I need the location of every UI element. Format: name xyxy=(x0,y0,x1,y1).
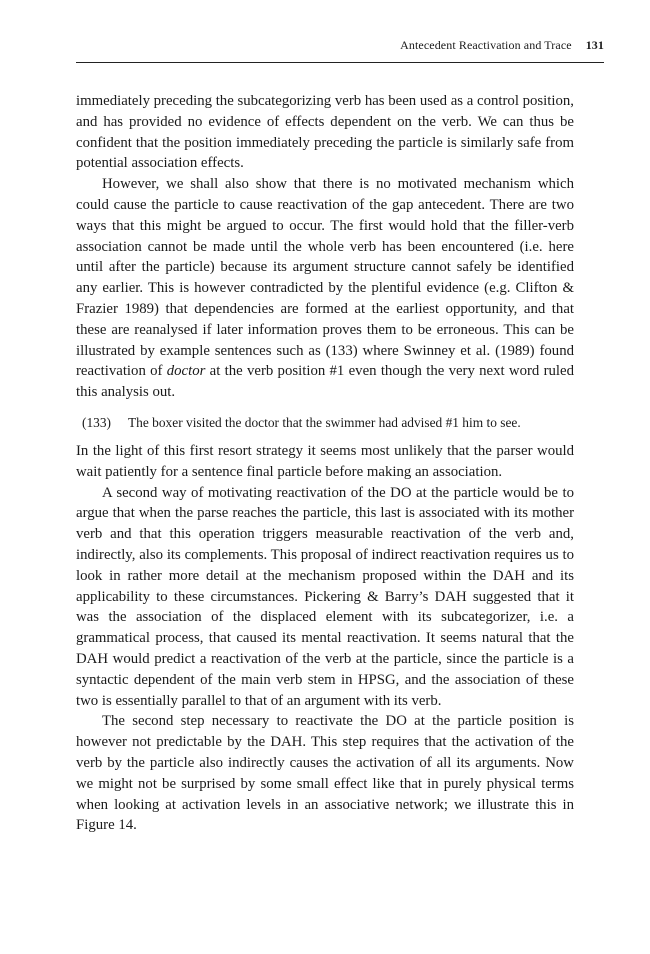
example-number: (133) xyxy=(82,414,112,430)
paragraph-5: The second step necessary to reactivate the DO at the particle position is however not predictable by the DAH. This step requires that the activation of the verb by the particle also indirectly causes the activation of all its arguments. Now we might not be surprised by some small effect like that in purely physical terms when looking at activation levels in an associative network; we illustrate this in Figure 14. xyxy=(76,713,574,834)
example-text: The boxer visited the doctor that the swimmer had advised #1 him to see. xyxy=(128,414,521,430)
paragraph-2-text-b: at the verb position #1 even though the very next word ruled this analysis out. xyxy=(76,363,574,401)
running-head xyxy=(76,38,604,53)
running-title: Antecedent Reactivation and Trace xyxy=(400,38,572,52)
italic-term: doctor xyxy=(166,363,206,380)
example-sentence xyxy=(82,413,574,433)
paragraph-3: In the light of this first resort strategy it seems most unlikely that the parser would wait patiently for a sentence final particle before making an association. xyxy=(76,442,574,480)
paragraph-2-text-a: However, we shall also show that there is no motivated mechanism which could cause the particle to cause reactivation of the gap antecedent. There are two ways that this might be argued to occur. The first would hold that the filler-verb association cannot be made until the whole verb has been encountered (i.e. here until after the particle) because its argument structure cannot safely be identified any earlier. This is however contradicted by the plentiful evidence (e.g. Clifton & Frazier 1989) that dependencies are formed at the earliest opportunity, and that these are reanalysed if later information proves them to be erroneous. This can be illustrated by example sentences such as (133) where Swinney et al. (1989) found reactivation of xyxy=(76,176,574,380)
body-text xyxy=(76,91,574,836)
paragraph-1: immediately preceding the subcategorizing verb has been used as a control position, and has provided no evidence of effects dependent on the verb. We can thus be confident that the position immediately preceding the particle is similarly safe from potential association effects. xyxy=(76,93,575,172)
page-number: 131 xyxy=(585,38,604,52)
header-rule xyxy=(76,62,604,63)
paragraph-4: A second way of motivating reactivation of the DO at the particle would be to argue that when the parse reaches the particle, this last is associated with its mother verb and that this operation triggers measurable reactivation of the verb and, indirectly, also its complements. This proposal of indirect reactivation requires us to look in rather more detail at the mechanism proposed within the DAH and its applicability to these circumstances. Pickering & Barry’s DAH suggested that it was the association of the displaced element with its subcategorizer, i.e. a grammatical process, that caused its mental reactivation. It seems natural that the DAH would predict a reactivation of the verb at the particle, since the particle is a syntactic dependent of the main verb stem in HPSG, and the association of these two is essentially parallel to that of an argument with its verb. xyxy=(76,484,574,709)
paragraph-2 xyxy=(76,174,574,403)
